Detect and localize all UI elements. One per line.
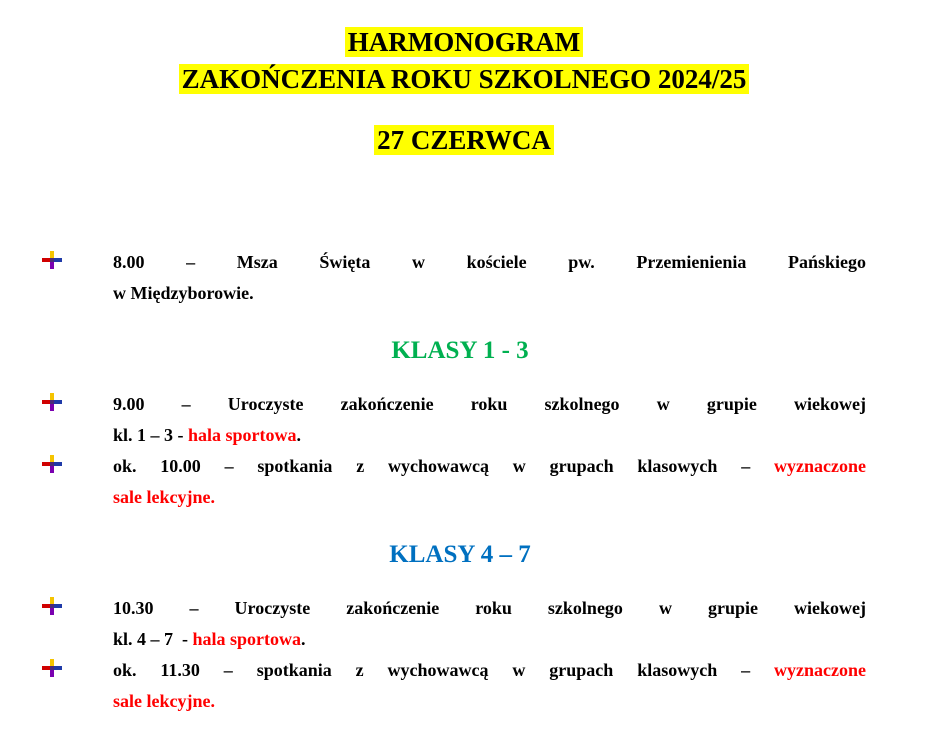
item-line: [113, 451, 866, 482]
title-line-1: HARMONOGRAM: [345, 27, 583, 57]
item-text: ok. 10.00 – spotkania z wychowawcą w grupach klasowych –: [113, 456, 775, 476]
list-item-ceremony-4-7: [113, 593, 866, 655]
section-heading-grades-4-7: KLASY 4 – 7: [389, 541, 531, 568]
item-line: [113, 624, 866, 655]
item-line: 10.30 – Uroczyste zakończenie roku szkolnego w grupie wiekowej: [113, 598, 866, 618]
title-line-2: ZAKOŃCZENIA ROKU SZKOLNEGO 2024/25: [179, 64, 750, 94]
location-text: wyznaczone: [774, 660, 866, 680]
location-text: sale lekcyjne: [113, 487, 211, 507]
list-item-mass: [113, 247, 866, 309]
list-item-homeroom-1-3: [113, 451, 866, 513]
period: .: [210, 691, 215, 711]
item-line: [113, 686, 866, 717]
location-text: hala sportowa: [188, 425, 297, 445]
period: .: [301, 629, 306, 649]
item-line: w Międzyborowie.: [113, 283, 254, 303]
item-text: ok. 11.30 – spotkania z wychowawcą w grupach klasowych –: [113, 660, 775, 680]
four-color-plus-bullet-icon: [42, 597, 62, 615]
item-line: [113, 655, 866, 686]
item-line: 9.00 – Uroczyste zakończenie roku szkolnego w grupie wiekowej: [113, 394, 866, 414]
four-color-plus-bullet-icon: [42, 455, 62, 473]
item-line: [113, 420, 866, 451]
period: .: [296, 425, 302, 445]
location-text: sale lekcyjne: [113, 691, 211, 711]
grade-range: kl. 4 – 7 -: [113, 629, 193, 649]
item-line: [113, 482, 866, 513]
section-heading-grades-1-3: KLASY 1 - 3: [391, 337, 529, 364]
event-date: [0, 125, 928, 156]
item-line: 8.00 – Msza Święta w kościele pw. Przemienienia Pańskiego: [113, 252, 866, 272]
period: .: [210, 487, 215, 507]
four-color-plus-bullet-icon: [42, 251, 62, 269]
list-item-homeroom-4-7: [113, 655, 866, 717]
four-color-plus-bullet-icon: [42, 659, 62, 677]
location-text: hala sportowa: [192, 629, 302, 649]
four-color-plus-bullet-icon: [42, 393, 62, 411]
document-title: [0, 27, 928, 101]
grade-range: kl. 1 – 3 -: [113, 425, 189, 445]
location-text: wyznaczone: [774, 456, 866, 476]
date-text: 27 CZERWCA: [374, 125, 554, 155]
list-item-ceremony-1-3: [113, 389, 866, 451]
